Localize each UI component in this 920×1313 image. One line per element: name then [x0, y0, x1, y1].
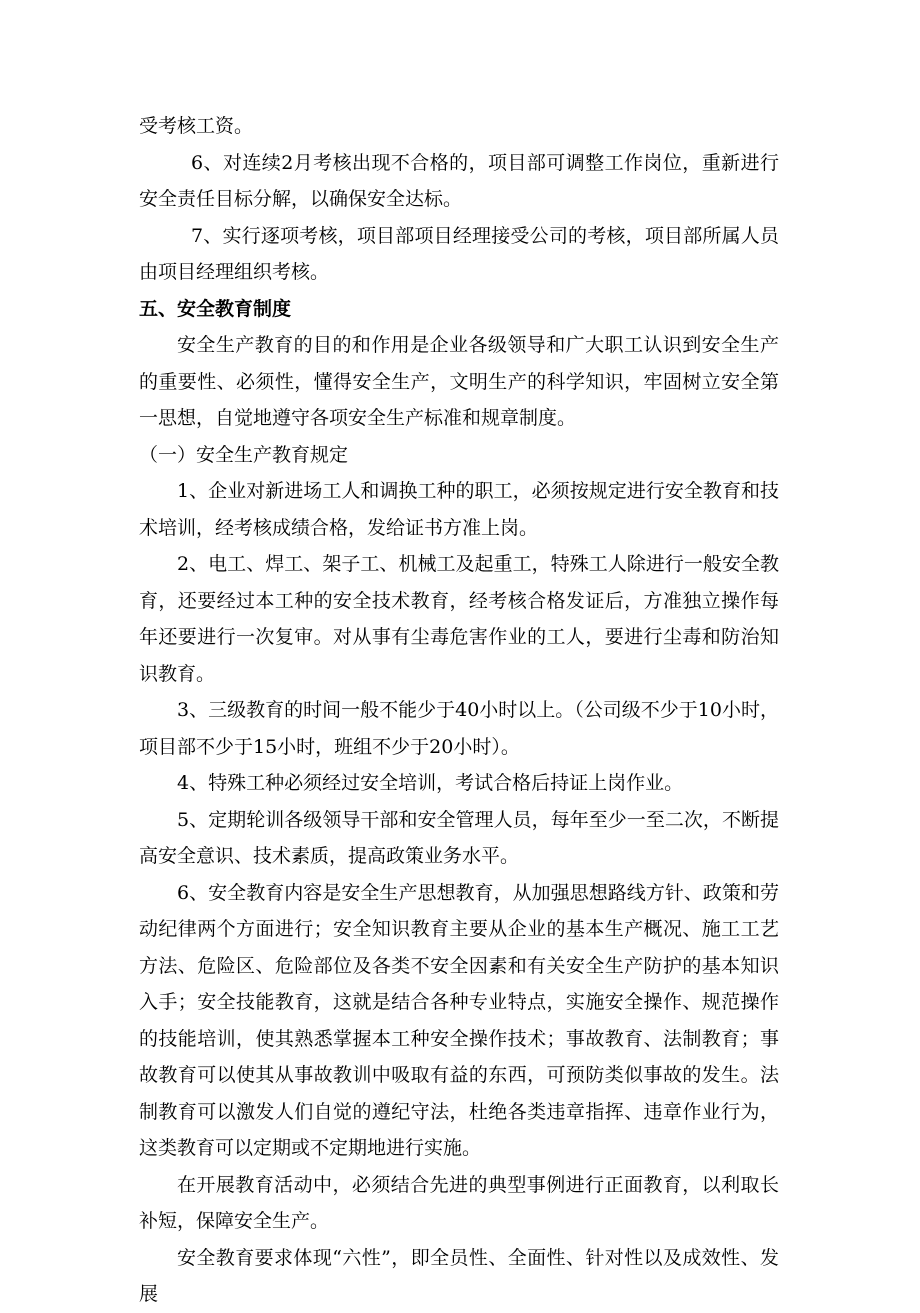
subsection-heading-1: （一）安全生产教育规定 — [139, 443, 349, 466]
paragraph-continuation: 受考核工资。 — [139, 115, 254, 137]
section-heading-5: 五、安全教育制度 — [139, 297, 292, 320]
paragraph-rule-1: 1、企业对新进场工人和调换工种的职工，必须按规定进行安全教育和技术培训，经考核成绩合格，发给证书方准上岗。 — [139, 480, 779, 539]
paragraph-six-principles: 安全教育要求体现“六性”，即全员性、全面性、针对性以及成效性、发展 — [139, 1246, 779, 1305]
paragraph-item-6: 6、对连续2月考核出现不合格的，项目部可调整工作岗位，重新进行安全责任目标分解，以确保安全达标。 — [139, 151, 779, 210]
paragraph-intro: 安全生产教育的目的和作用是企业各级领导和广大职工认识到安全生产的重要性、必须性，懂得安全生产，文明生产的科学知识，牢固树立安全第一思想，自觉地遵守各项安全生产标准和规章制度。 — [139, 334, 779, 429]
paragraph-rule-2: 2、电工、焊工、架子工、机械工及起重工，特殊工人除进行一般安全教育，还要经过本工种的安全技术教育，经考核合格发证后，方准独立操作每年还要进行一次复审。对从事有尘毒危害作业的工人，要进行尘毒和防治知识教育。 — [139, 553, 779, 685]
document-page — [139, 108, 779, 1313]
paragraph-rule-5: 5、定期轮训各级领导干部和安全管理人员，每年至少一至二次，不断提高安全意识、技术素质，提高政策业务水平。 — [139, 808, 779, 867]
paragraph-item-7: 7、实行逐项考核，项目部项目经理接受公司的考核，项目部所属人员由项目经理组织考核。 — [139, 224, 779, 283]
paragraph-activities: 在开展教育活动中，必须结合先进的典型事例进行正面教育，以利取长补短，保障安全生产。 — [139, 1173, 779, 1232]
paragraph-rule-4: 4、特殊工种必须经过安全培训，考试合格后持证上岗作业。 — [177, 772, 684, 794]
paragraph-rule-6: 6、安全教育内容是安全生产思想教育，从加强思想路线方针、政策和劳动纪律两个方面进行；安全知识教育主要从企业的基本生产概况、施工工艺方法、危险区、危险部位及各类不安全因素和有关安全生产防护的基本知识入手；安全技能教育，这就是结合各种专业特点，实施安全操作、规范操作的技能培训，使其熟悉掌握本工种安全操作技术；事故教育、法制教育；事故教育可以使其从事故教训中吸取有益的东西，可预防类似事故的发生。法制教育可以激发人们自觉的遵纪守法，杜绝各类违章指挥、违章作业行为，这类教育可以定期或不定期地进行实施。 — [139, 881, 779, 1159]
paragraph-rule-3: 3、三级教育的时间一般不能少于40小时以上。（公司级不少于10小时，项目部不少于15小时，班组不少于20小时）。 — [139, 699, 779, 758]
